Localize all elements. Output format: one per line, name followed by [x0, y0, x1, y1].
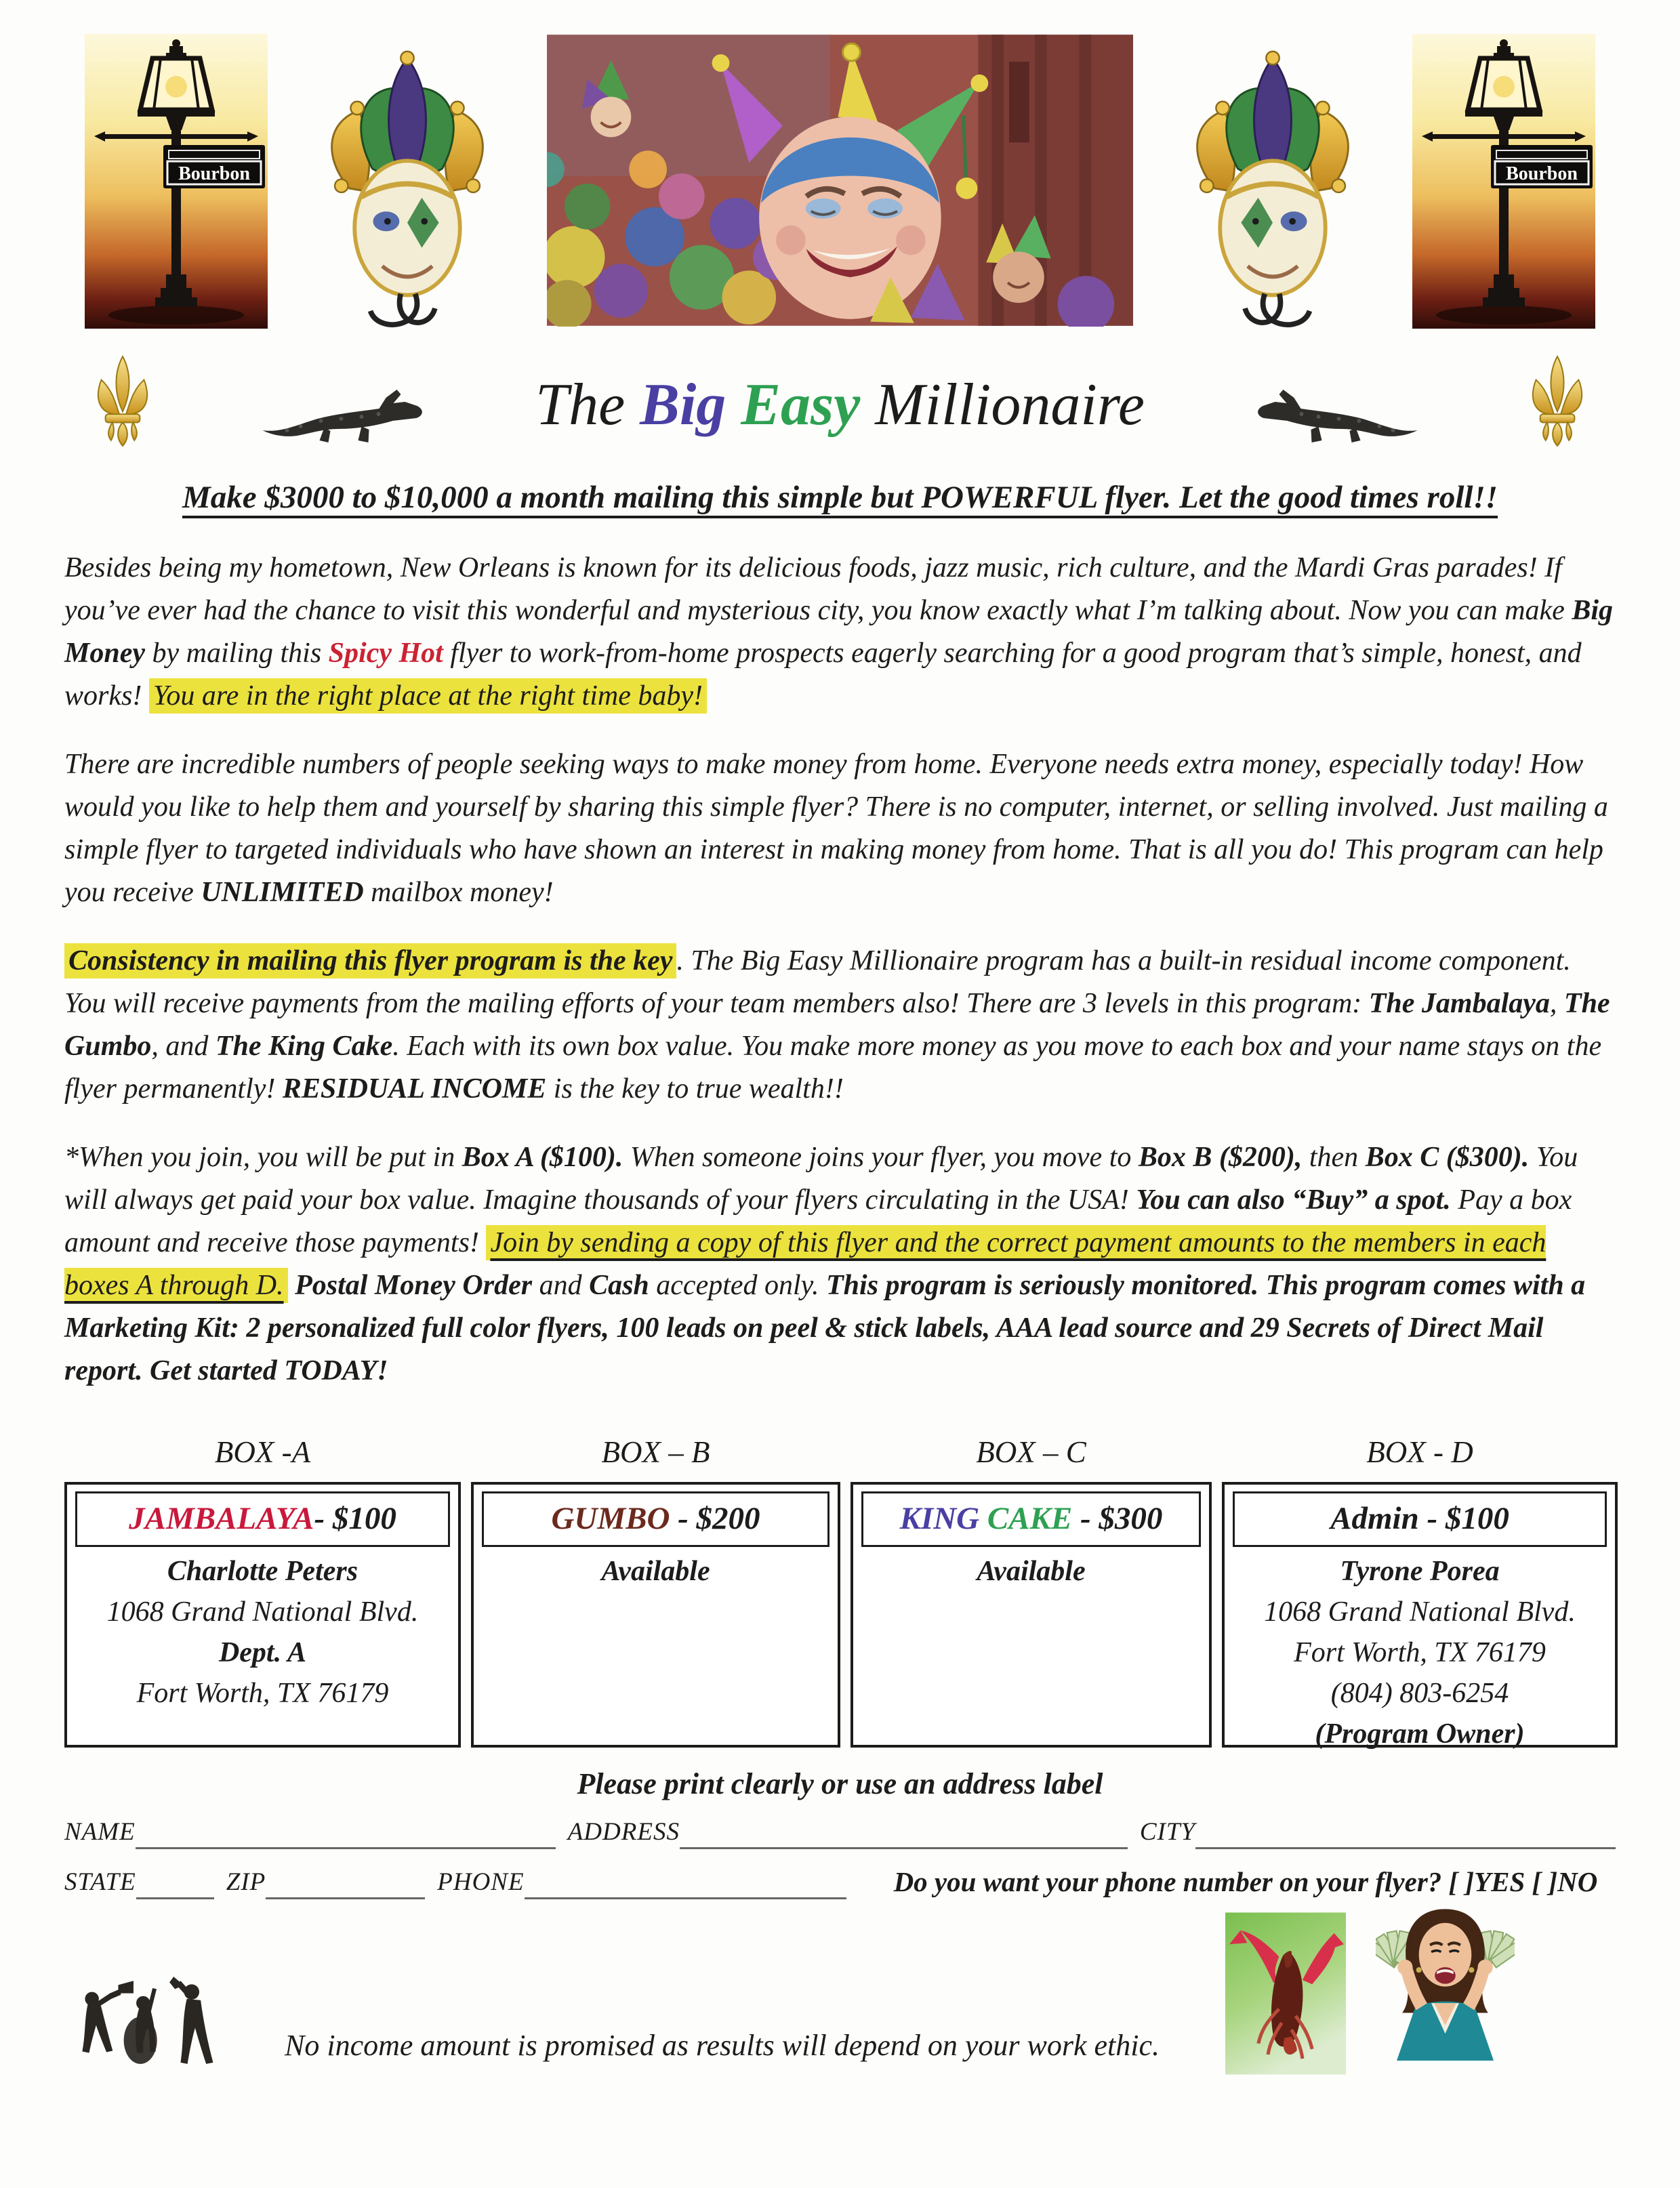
alligator-icon — [258, 381, 431, 446]
bourbon-street-sign — [1491, 145, 1593, 188]
bourbon-street-sign — [163, 145, 265, 188]
bourbon-sign-text: Bourbon — [1506, 163, 1578, 184]
name-label: NAME — [64, 1818, 136, 1846]
bourbon-lamp-post-image — [85, 34, 268, 329]
money-woman-photo — [1376, 1898, 1515, 2061]
jazz-band-silhouette-icon — [71, 1964, 230, 2076]
paragraph-opportunity: There are incredible numbers of people seeking ways to make money from home. Everyone needs extra money, especially today! How would you like to help them and yourself by sharing this simple flyer? There is no computer, internet, or selling involved. Just mailing a simple flyer to targeted individuals who have shown an interest in making money from home. That is all you do! This program can help you receive UNLIMITED mailbox money! — [64, 749, 1608, 908]
name-field — [136, 1819, 556, 1849]
box-d-city: Fort Worth, TX 76179 — [1294, 1637, 1546, 1668]
fleur-de-lis-icon — [1526, 352, 1589, 449]
title-row — [0, 344, 1680, 456]
box-a-street: 1068 Grand National Blvd. — [106, 1596, 419, 1628]
title-the: The — [535, 371, 640, 438]
title-millionaire: Millionaire — [860, 371, 1145, 438]
bourbon-sign-text: Bourbon — [178, 163, 250, 184]
paragraph-how-to-join: *When you join, you will be put in Box A ($100). When someone joins your flyer, you move to Box B ($200), then Box C ($300). You will always get paid your box value. Imagine thousands of your flyers circulating in the USA! You can also “Buy” a spot. Pay a box amount and receive those payments! Join by sending a copy of this flyer and the correct payment amounts to the members in each boxes A through D. Postal Money Order and Cash accepted only. This program is seriously monitored. This program comes with a Marketing Kit: 2 personalized full color flyers, 100 leads on peel & stick labels, AAA lead source and 29 Secrets of Direct Mail report. Get started TODAY! — [64, 1142, 1586, 1386]
print-clearly-note: Please print clearly or use an address label — [577, 1767, 1103, 1800]
jester-mask-icon — [1171, 49, 1374, 332]
box-a-city: Fort Worth, TX 76179 — [136, 1678, 389, 1709]
box-c-status: Available — [977, 1556, 1086, 1587]
box-c-title: KING CAKE - $300 — [861, 1491, 1201, 1547]
box-a-name: Charlotte Peters — [167, 1556, 358, 1587]
box-a-header: BOX -A — [214, 1435, 311, 1469]
address-field — [680, 1819, 1128, 1849]
title-big: Big — [640, 371, 741, 438]
box-a-dept: Dept. A — [218, 1637, 307, 1668]
top-image-strip — [0, 34, 1680, 332]
zip-label: ZIP — [226, 1868, 266, 1896]
bottom-row — [0, 1920, 1680, 2150]
paragraph-consistency: Consistency in mailing this flyer program is the key . The Big Easy Millionaire program has a built-in residual income component. You will receive payments from the mailing efforts of your team members also! There are 3 levels in this program: The Jambalaya, The Gumbo, and The King Cake. Each with its own box value. You make more money as you move to each box and your name stays on the flyer permanently! RESIDUAL INCOME is the key to true wealth!! — [64, 940, 1616, 1111]
jester-mask-icon — [306, 49, 509, 332]
box-a-title: JAMBALAYA- $100 — [75, 1491, 450, 1547]
box-d-header: BOX - D — [1366, 1435, 1473, 1469]
city-label: CITY — [1139, 1818, 1195, 1846]
income-disclaimer: No income amount is promised as results will depend on your work ethic. — [285, 2029, 1160, 2062]
paragraph-intro: Besides being my hometown, New Orleans is known for its delicious foods, jazz music, rich culture, and the Mardi Gras parades! If you’ve ever had the chance to visit this wonderful and mysterious city, you know exactly what I’m talking about. Now you can make Big Money by mailing this Spicy Hot flyer to work-from-home prospects eagerly searching for a good program that’s simple, honest, and works! You are in the right place at the right time baby! — [64, 547, 1616, 718]
member-boxes-row — [64, 1482, 1616, 1748]
phone-on-flyer-question: Do you want your phone number on your flyer? [ ]YES [ ]NO — [893, 1866, 1598, 1897]
box-d-title: Admin - $100 — [1233, 1491, 1607, 1547]
title-easy: Easy — [741, 371, 861, 438]
box-a — [64, 1482, 461, 1748]
box-d-street: 1068 Grand National Blvd. — [1264, 1596, 1576, 1628]
state-label: STATE — [64, 1868, 136, 1896]
headline-text: Make $3000 to $10,000 a month mailing this simple but POWERFUL flyer. Let the good times roll!! — [182, 480, 1498, 515]
phone-field — [525, 1869, 846, 1899]
box-headers-row — [64, 1434, 1616, 1470]
fleur-de-lis-icon — [91, 352, 154, 449]
city-field — [1195, 1819, 1616, 1849]
box-b-title: GUMBO - $200 — [482, 1491, 829, 1547]
box-c-header: BOX – C — [976, 1435, 1086, 1469]
box-d-role: (Program Owner) — [1315, 1718, 1525, 1750]
phone-label: PHONE — [437, 1868, 525, 1896]
box-d-name: Tyrone Porea — [1340, 1556, 1500, 1587]
alligator-icon — [1249, 381, 1422, 446]
state-field — [136, 1869, 214, 1899]
box-d-phone: (804) 803-6254 — [1330, 1678, 1509, 1709]
bourbon-lamp-post-image — [1412, 34, 1595, 329]
headline — [0, 479, 1680, 516]
form-line-2 — [64, 1865, 1616, 1899]
mardi-gras-parade-photo — [547, 34, 1133, 327]
crawfish-photo — [1225, 1912, 1346, 2076]
address-label: ADDRESS — [567, 1818, 680, 1846]
form-line-1 — [64, 1817, 1616, 1849]
page-title — [535, 371, 1145, 438]
box-d — [1222, 1482, 1618, 1748]
box-b-header: BOX – B — [601, 1435, 710, 1469]
box-b-status: Available — [601, 1556, 710, 1587]
box-c — [851, 1482, 1212, 1748]
zip-field — [266, 1869, 425, 1899]
box-b — [471, 1482, 840, 1748]
